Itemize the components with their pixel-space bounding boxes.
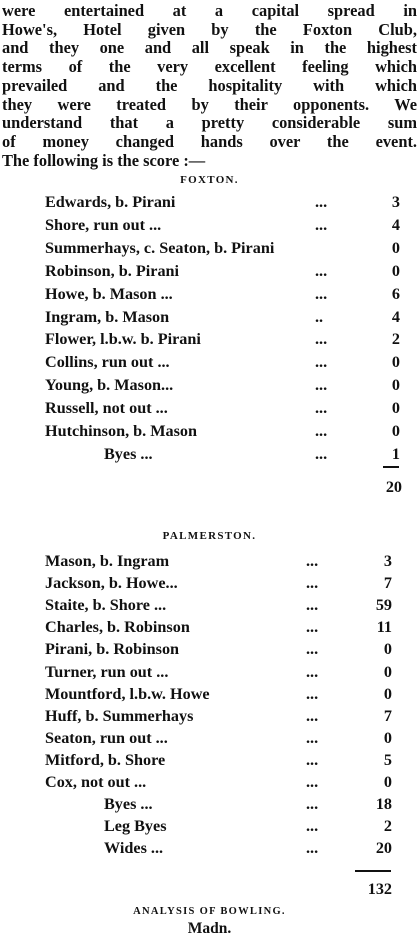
batter-name: Turner, run out ... (45, 662, 169, 681)
leader-dots: ... (306, 728, 319, 747)
runs-value: 20 (375, 839, 392, 858)
foxton-total-rule (383, 466, 399, 468)
runs-value: 4 (391, 307, 400, 326)
palmerston-batter-row (0, 727, 419, 749)
batter-name: Ingram, b. Mason (45, 307, 170, 326)
batter-name: Byes ... (104, 795, 153, 814)
leader-dots: ... (315, 215, 328, 234)
batter-name: Mitford, b. Shore (45, 750, 166, 769)
batter-name: Hutchinson, b. Mason (45, 422, 198, 440)
runs-value: 3 (391, 193, 400, 211)
palmerston-batter-row (0, 749, 419, 771)
foxton-batter-row (0, 443, 419, 465)
leader-dots: ... (315, 284, 328, 303)
foxton-batter-row (0, 351, 419, 373)
palmerston-batter-row (0, 837, 419, 859)
foxton-batter-row (0, 420, 419, 442)
runs-value: 7 (383, 706, 392, 725)
intro-line: they were treated by their opponents. We (2, 95, 417, 114)
batter-name: Huff, b. Summerhays (45, 706, 194, 725)
foxton-batter-row (0, 397, 419, 419)
palmerston-heading: PALMERSTON. (162, 530, 257, 542)
leader-dots: ... (306, 773, 319, 791)
intro-line: and they one and all speak in the highest (2, 39, 417, 58)
runs-value: 0 (383, 728, 392, 747)
leader-dots: ... (306, 596, 319, 615)
batter-name: Seaton, run out ... (45, 728, 168, 747)
intro-paragraph (2, 2, 417, 170)
leader-dots: ... (306, 552, 319, 570)
runs-value: 0 (391, 238, 400, 257)
runs-value: 5 (383, 750, 392, 769)
intro-line: The following is the score :— (2, 151, 206, 170)
intro-line: of money changed hands over the event. (2, 132, 417, 151)
intro-line: terms of the very excellent feeling which (2, 58, 417, 77)
palmerston-batter-row (0, 594, 419, 616)
runs-value: 0 (391, 399, 400, 418)
leader-dots: ... (306, 839, 319, 858)
batter-name: Wides ... (104, 839, 164, 858)
leader-dots: ... (306, 574, 319, 593)
leader-dots: ... (315, 261, 328, 280)
palmerston-batter-row (0, 771, 419, 793)
intro-line: were entertained at a capital spread in (2, 2, 417, 20)
leader-dots: ... (315, 444, 328, 463)
batter-name: Pirani, b. Robinson (45, 640, 180, 659)
batter-name: Leg Byes (104, 817, 167, 836)
palmerston-total: 132 (367, 880, 392, 898)
leader-dots: ... (315, 422, 328, 440)
palmerston-batter-row (0, 815, 419, 837)
batter-name: Collins, run out ... (45, 353, 170, 372)
foxton-batter-row (0, 374, 419, 396)
leader-dots: ... (306, 640, 319, 659)
runs-value: 4 (391, 215, 400, 234)
leader-dots: ... (306, 684, 319, 703)
intro-line: understand that a pretty considerable sum (2, 114, 417, 133)
runs-value: 0 (391, 422, 400, 440)
foxton-batter-row (0, 237, 419, 259)
batter-name: Jackson, b. Howe... (45, 574, 178, 593)
batter-name: Russell, not out ... (45, 399, 168, 418)
palmerston-batter-row (0, 661, 419, 683)
palmerston-batter-row (0, 550, 419, 572)
batter-name: Staite, b. Shore ... (45, 596, 167, 615)
runs-value: 0 (383, 640, 392, 659)
runs-value: 11 (376, 618, 392, 637)
runs-value: 0 (391, 261, 400, 280)
leader-dots: .. (315, 307, 324, 326)
palmerston-batter-row (0, 683, 419, 705)
leader-dots: ... (306, 795, 319, 814)
batter-name: Summerhays, c. Seaton, b. Pirani (45, 238, 275, 257)
leader-dots: ... (315, 376, 328, 395)
runs-value: 0 (383, 684, 392, 703)
batter-name: Robinson, b. Pirani (45, 261, 180, 280)
runs-value: 2 (391, 330, 400, 349)
leader-dots: ... (315, 330, 328, 349)
runs-value: 6 (391, 284, 400, 303)
palmerston-batter-row (0, 638, 419, 660)
batter-name: Mason, b. Ingram (45, 552, 170, 570)
palmerston-batter-row (0, 793, 419, 815)
leader-dots: ... (306, 662, 319, 681)
foxton-batter-row (0, 283, 419, 305)
intro-line: prevailed and the hospitality with which (2, 76, 417, 95)
batter-name: Byes ... (104, 444, 153, 463)
batter-name: Cox, not out ... (45, 773, 147, 791)
batter-name: Mountford, l.b.w. Howe (45, 684, 210, 703)
foxton-batter-row (0, 328, 419, 350)
leader-dots: ... (306, 706, 319, 725)
runs-value: 0 (383, 662, 392, 681)
runs-value: 7 (383, 574, 392, 593)
batter-name: Shore, run out ... (45, 215, 162, 234)
foxton-batter-row (0, 260, 419, 282)
leader-dots: ... (306, 618, 319, 637)
runs-value: 59 (375, 596, 392, 615)
batter-name: Edwards, b. Pirani (45, 193, 176, 211)
palmerston-batter-row (0, 572, 419, 594)
runs-value: 18 (375, 795, 392, 814)
runs-value: 0 (383, 773, 392, 791)
leader-dots: ... (306, 817, 319, 836)
foxton-batter-row (0, 191, 419, 213)
runs-value: 2 (383, 817, 392, 836)
foxton-batter-row (0, 306, 419, 328)
runs-value: 1 (391, 444, 400, 463)
analysis-subheading: Madn. (187, 920, 232, 937)
palmerston-batter-row (0, 705, 419, 727)
runs-value: 3 (383, 552, 392, 570)
batter-name: Young, b. Mason... (45, 376, 174, 395)
palmerston-total-rule (355, 870, 391, 872)
batter-name: Howe, b. Mason ... (45, 284, 173, 303)
intro-line: Howe's, Hotel given by the Foxton Club, (2, 20, 417, 39)
foxton-total: 20 (385, 478, 402, 496)
leader-dots: ... (315, 399, 328, 418)
analysis-heading: ANALYSIS OF BOWLING. (133, 906, 286, 917)
foxton-heading: FOXTON. (180, 174, 239, 186)
batter-name: Flower, l.b.w. b. Pirani (45, 330, 201, 349)
batter-name: Charles, b. Robinson (45, 618, 190, 637)
runs-value: 0 (391, 376, 400, 395)
leader-dots: ... (315, 353, 328, 372)
foxton-batter-row (0, 214, 419, 236)
runs-value: 0 (391, 353, 400, 372)
leader-dots: ... (306, 750, 319, 769)
leader-dots: ... (315, 193, 328, 211)
palmerston-batter-row (0, 616, 419, 638)
